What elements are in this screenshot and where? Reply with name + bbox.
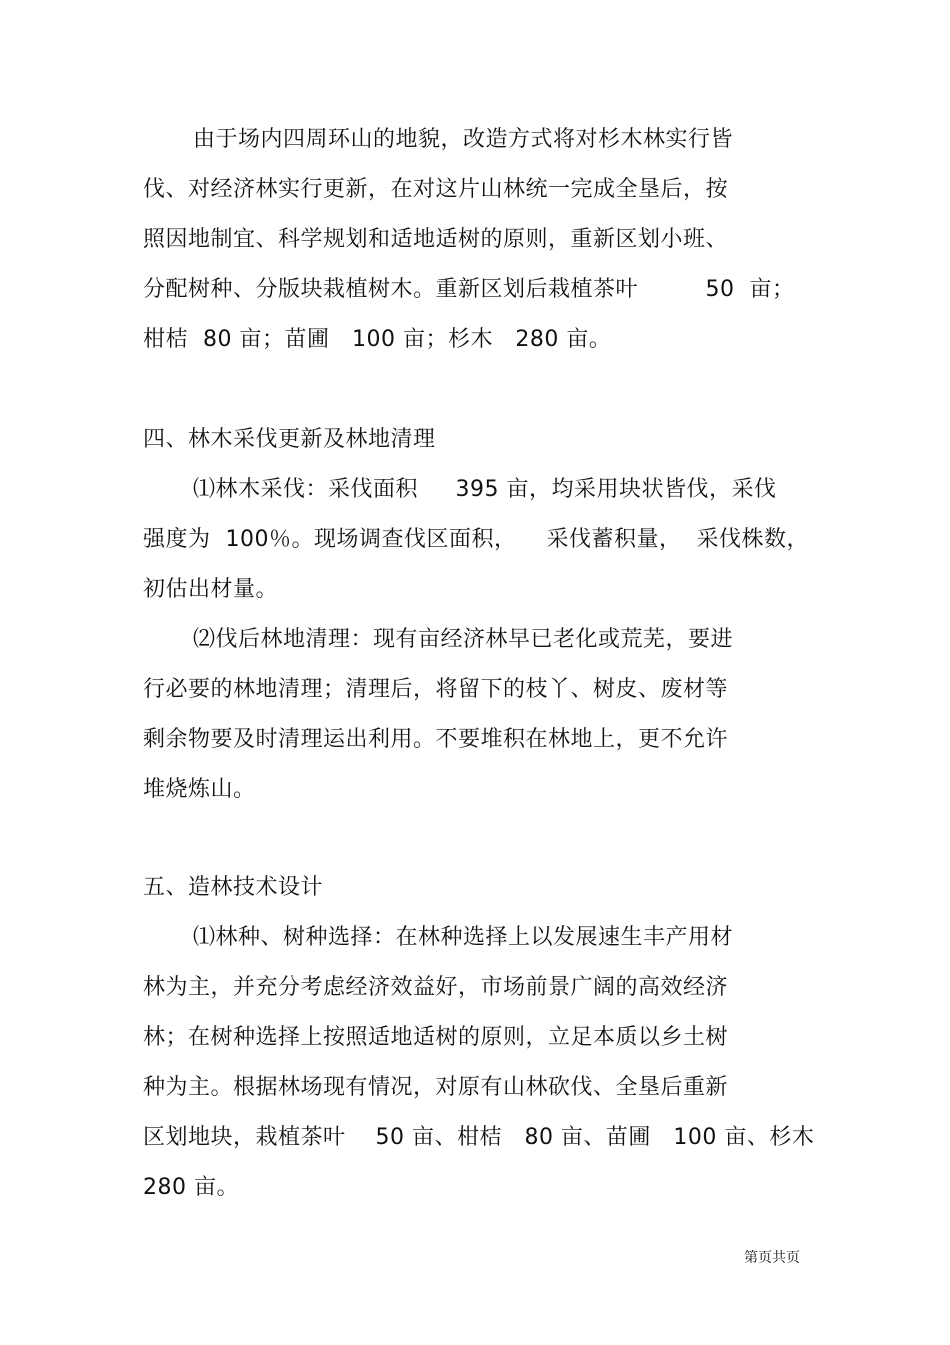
paragraph-line: 280 亩。 bbox=[143, 1175, 239, 1200]
paragraph-line: 行必要的林地清理；清理后，将留下的枝丫、树皮、废材等 bbox=[143, 677, 729, 702]
paragraph-line: 由于场内四周环山的地貌，改造方式将对杉木林实行皆 bbox=[193, 127, 734, 152]
paragraph-line: 柑桔 80 亩；苗圃 100 亩；杉木 280 亩。 bbox=[143, 327, 612, 352]
paragraph-line: 林；在树种选择上按照适地适树的原则，立足本质以乡土树 bbox=[143, 1025, 729, 1050]
paragraph-line: 堆烧炼山。 bbox=[143, 777, 256, 802]
page-footer: 第页共页 bbox=[744, 1250, 800, 1266]
paragraph-line: 照因地制宜、科学规划和适地适树的原则，重新区划小班、 bbox=[143, 227, 729, 252]
section-heading: 五、造林技术设计 bbox=[143, 875, 324, 900]
paragraph-line: 分配树种、分版块栽植树木。重新区划后栽植茶叶 50 亩； bbox=[143, 277, 795, 302]
paragraph-line: 区划地块，栽植茶叶 50 亩、柑桔 80 亩、苗圃 100 亩、杉木 bbox=[143, 1125, 815, 1150]
paragraph-line: 初估出材量。 bbox=[143, 577, 279, 602]
paragraph-line: ⑵伐后林地清理：现有亩经济林早已老化或荒芜，要进 bbox=[193, 627, 734, 652]
paragraph-line: 伐、对经济林实行更新，在对这片山林统一完成全垦后，按 bbox=[143, 177, 729, 202]
paragraph-line: ⑴林木采伐：采伐面积 395 亩，均采用块状皆伐，采伐 bbox=[193, 477, 777, 502]
paragraph-line: 种为主。根据林场现有情况，对原有山林砍伐、全垦后重新 bbox=[143, 1075, 729, 1100]
paragraph-line: ⑴林种、树种选择：在林种选择上以发展速生丰产用材 bbox=[193, 925, 734, 950]
section-heading: 四、林木采伐更新及林地清理 bbox=[143, 427, 436, 452]
paragraph-line: 林为主，并充分考虑经济效益好，市场前景广阔的高效经济 bbox=[143, 975, 729, 1000]
paragraph-line: 剩余物要及时清理运出利用。不要堆积在林地上，更不允许 bbox=[143, 727, 729, 752]
paragraph-line: 强度为 100％。现场调查伐区面积， 采伐蓄积量， 采伐株数， bbox=[143, 527, 809, 552]
